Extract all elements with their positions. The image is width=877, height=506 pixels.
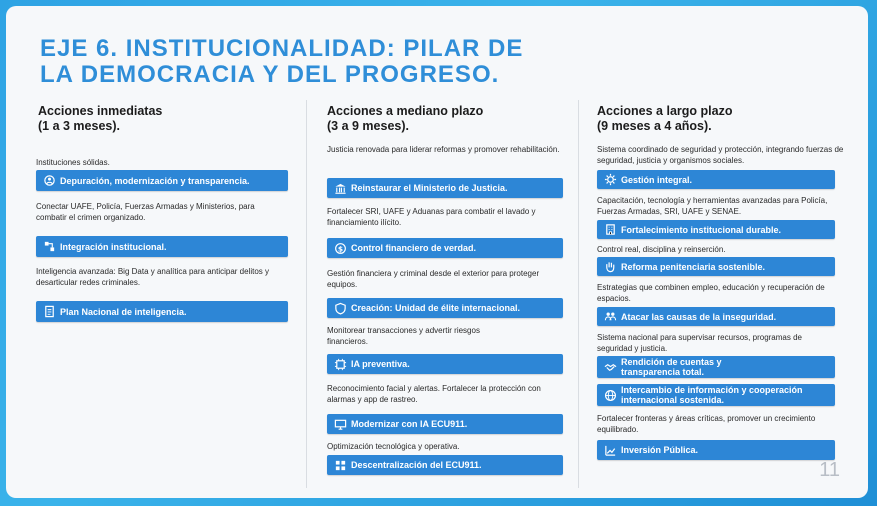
item-description: Conectar UAFE, Policía, Fuerzas Armadas y Ministerios, para combatir el crimen organizado. [36,202,255,222]
ia-preventiva-button[interactable] [327,354,563,374]
item-description: Sistema nacional para supervisar recursos, programas de seguridad y justicia. [597,333,802,353]
button-label: Depuración, modernización y transparencia. [60,175,250,186]
item-description: Control real, disciplina y reinserción. [597,245,726,254]
monitor-icon [333,417,347,431]
fortalecimiento-button[interactable] [597,220,835,239]
building-icon [603,223,617,237]
item-description: Monitorear transacciones y advertir riesgos financieros. [327,326,480,346]
depuracion-button[interactable] [36,170,288,191]
ecu911-ia-button[interactable] [327,414,563,434]
item-description: Estrategias que combinen empleo, educación y recuperación de espacios. [597,283,825,303]
ministerio-justicia-button[interactable] [327,178,563,198]
item-description: Reconocimiento facial y alertas. Fortalecer la protección con alarmas y app de rastreo. [327,384,541,404]
heading-line-1: Acciones inmediatas [38,104,163,118]
button-label: Control financiero de verdad. [351,243,477,253]
causas-inseguridad-button[interactable] [597,307,835,326]
gear-icon [603,173,617,187]
item-description: Gestión financiera y criminal desde el exterior para proteger equipos. [327,269,540,289]
heading-line-2: (3 a 9 meses). [327,119,409,133]
slide-title [40,36,523,88]
money-icon [333,241,347,255]
column-heading [327,104,483,134]
button-label: IA preventiva. [351,359,410,369]
column-heading [38,104,162,134]
button-label: Reforma penitenciaria sostenible. [621,261,766,272]
button-label: Atacar las causas de la inseguridad. [621,311,777,322]
people-network-icon [42,174,56,188]
column-medium-term [306,100,575,488]
button-label: Reinstaurar el Ministerio de Justicia. [351,183,508,193]
page-number: 11 [819,459,840,481]
reforma-penitenciaria-button[interactable] [597,257,835,276]
control-financiero-button[interactable] [327,238,563,258]
title-line-1: EJE 6. INSTITUCIONALIDAD: PILAR DE [40,35,524,62]
rendicion-cuentas-button[interactable] [597,356,835,378]
globe-icon [603,388,617,402]
people-icon [603,310,617,324]
item-description: Instituciones sólidas. [36,158,110,167]
ai-icon [333,357,347,371]
shield-icon [333,301,347,315]
heading-line-2: (9 meses a 4 años). [597,119,712,133]
item-description: Inteligencia avanzada: Big Data y analítica para anticipar delitos y desarticular redes criminales. [36,267,270,287]
unidad-elite-button[interactable] [327,298,563,318]
chart-icon [603,443,617,457]
column-long-term [578,100,857,488]
heading-line-1: Acciones a largo plazo [597,104,733,118]
inversion-publica-button[interactable] [597,440,835,460]
hand-icon [603,260,617,274]
item-description: Optimización tecnológica y operativa. [327,442,460,451]
item-description: Fortalecer SRI, UAFE y Aduanas para combatir el lavado y financiamiento ilícito. [327,207,536,227]
button-label: Fortalecimiento institucional durable. [621,224,782,235]
gestion-integral-button[interactable] [597,170,835,189]
heading-line-1: Acciones a mediano plazo [327,104,484,118]
plan-inteligencia-button[interactable] [36,301,288,322]
button-label: Gestión integral. [621,174,693,185]
title-line-2: LA DEMOCRACIA Y DEL PROGRESO. [40,61,500,88]
button-label: Creación: Unidad de élite internacional. [351,303,521,313]
button-label: Intercambio de información y cooperación internacional sostenida. [621,385,803,405]
svg-text:$: $ [337,243,343,253]
item-description: Fortalecer fronteras y áreas críticas, promover un crecimiento equilibrado. [597,414,816,434]
button-label: Rendición de cuentas y transparencia total. [621,357,722,377]
grid-icon [333,458,347,472]
network-icon [42,240,56,254]
button-label: Inversión Pública. [621,445,699,455]
button-label: Modernizar con IA ECU911. [351,419,468,429]
handshake-icon [603,360,617,374]
institution-icon [333,181,347,195]
column-immediate [28,100,296,488]
heading-line-2: (1 a 3 meses). [38,119,120,133]
descentralizacion-button[interactable] [327,455,563,475]
integracion-institucional-button[interactable] [36,236,288,257]
item-description: Sistema coordinado de seguridad y protección, integrando fuerzas de seguridad, justicia y organismos sociales. [597,145,844,165]
document-icon [42,305,56,319]
item-description: Capacitación, tecnología y herramientas avanzadas para Policía, Fuerzas Armadas, SRI, UAFE y SENAE. [597,196,828,216]
column-heading [597,104,732,134]
slide [6,6,868,498]
button-label: Descentralización del ECU911. [351,460,482,470]
button-label: Integración institucional. [60,241,167,252]
item-description: Justicia renovada para liderar reformas y promover rehabilitación. [327,145,560,154]
intercambio-informacion-button[interactable] [597,384,835,406]
button-label: Plan Nacional de inteligencia. [60,306,187,317]
